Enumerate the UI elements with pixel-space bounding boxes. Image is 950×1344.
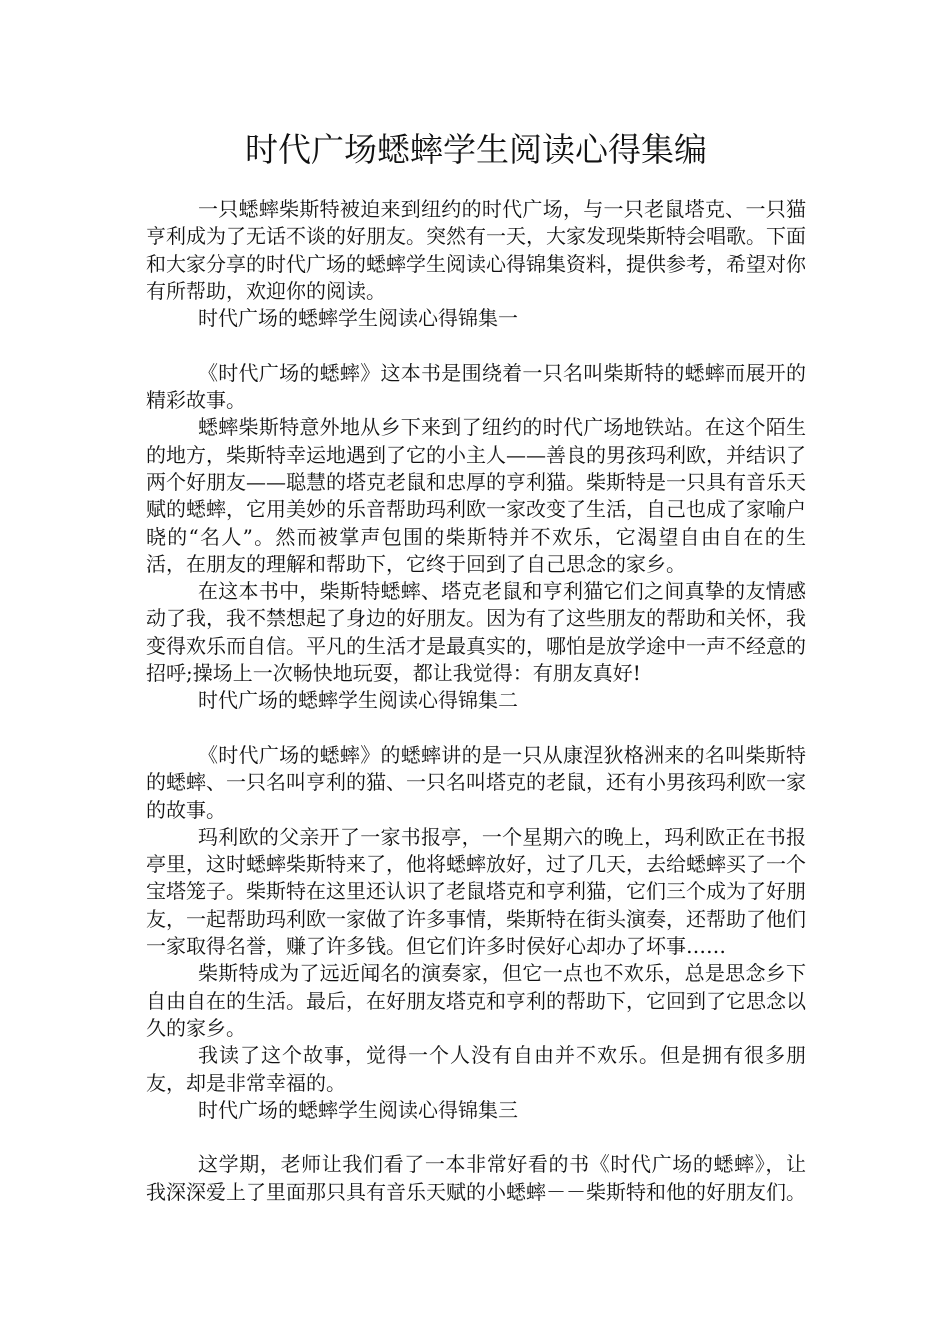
intro-paragraph: 一只蟋蟀柴斯特被迫来到纽约的时代广场，与一只老鼠塔克、一只猫亨利成为了无话不谈的好朋友。突然有一天，大家发现柴斯特会唱歌。下面和大家分享的时代广场的蟋蟀学生阅读心得锦集资料，提供参考，希望对你有所帮助，欢迎你的阅读。 <box>146 197 806 303</box>
section-spacer <box>146 1124 806 1151</box>
section-1-paragraph-2: 蟋蟀柴斯特意外地从乡下来到了纽约的时代广场地铁站。在这个陌生的地方，柴斯特幸运地遇到了它的小主人——善良的男孩玛利欧，并结识了两个好朋友——聪慧的塔克老鼠和忠厚的亨利猫。柴斯特是一只具有音乐天赋的蟋蟀，它用美妙的乐音帮助玛利欧一家改变了生活，自己也成了家喻户晓的“名人”。然而被掌声包围的柴斯特并不欢乐，它渴望自由自在的生活，在朋友的理解和帮助下，它终于回到了自己思念的家乡。 <box>146 415 806 576</box>
section-2-paragraph-2: 玛利欧的父亲开了一家书报亭，一个星期六的晚上，玛利欧正在书报亭里，这时蟋蟀柴斯特来了，他将蟋蟀放好，过了几天，去给蟋蟀买了一个宝塔笼子。柴斯特在这里还认识了老鼠塔克和亨利猫，它们三个成为了好朋友，一起帮助玛利欧一家做了许多事情，柴斯特在街头演奏，还帮助了他们一家取得名誉，赚了许多钱。但它们许多时侯好心却办了坏事…… <box>146 824 806 959</box>
section-spacer <box>146 332 806 359</box>
document-page <box>146 126 806 1206</box>
section-spacer <box>146 715 806 742</box>
section-2-paragraph-3: 柴斯特成为了远近闻名的演奏家，但它一点也不欢乐，总是思念乡下自由自在的生活。最后，在好朋友塔克和亨利的帮助下，它回到了它思念以久的家乡。 <box>146 961 806 1040</box>
section-heading-3: 时代广场的蟋蟀学生阅读心得锦集三 <box>198 1097 518 1122</box>
document-title: 时代广场蟋蟀学生阅读心得集编 <box>245 130 707 169</box>
section-3-paragraph-1: 这学期，老师让我们看了一本非常好看的书《时代广场的蟋蟀》，让我深深爱上了里面那只具有音乐天赋的小蟋蟀－－柴斯特和他的好朋友们。 <box>146 1152 806 1204</box>
section-1-paragraph-1: 《时代广场的蟋蟀》这本书是围绕着一只名叫柴斯特的蟋蟀而展开的精彩故事。 <box>146 360 806 413</box>
section-2-paragraph-1: 《时代广场的蟋蟀》的蟋蟀讲的是一只从康涅狄格洲来的名叫柴斯特的蟋蟀、一只名叫亨利的猫、一只名叫塔克的老鼠，还有小男孩玛利欧一家的故事。 <box>146 742 806 822</box>
section-1-paragraph-3: 在这本书中，柴斯特蟋蟀、塔克老鼠和亨利猫它们之间真挚的友情感动了我，我不禁想起了身边的好朋友。因为有了这些朋友的帮助和关怀，我变得欢乐而自信。平凡的生活才是最真实的，哪怕是放学途中一声不经意的招呼;操场上一次畅快地玩耍，都让我觉得：有朋友真好! <box>146 579 806 686</box>
section-heading-1: 时代广场的蟋蟀学生阅读心得锦集一 <box>198 306 518 331</box>
section-2-paragraph-4: 我读了这个故事，觉得一个人没有自由并不欢乐。但是拥有很多朋友，却是非常幸福的。 <box>146 1043 806 1095</box>
section-heading-2: 时代广场的蟋蟀学生阅读心得锦集二 <box>198 688 518 713</box>
